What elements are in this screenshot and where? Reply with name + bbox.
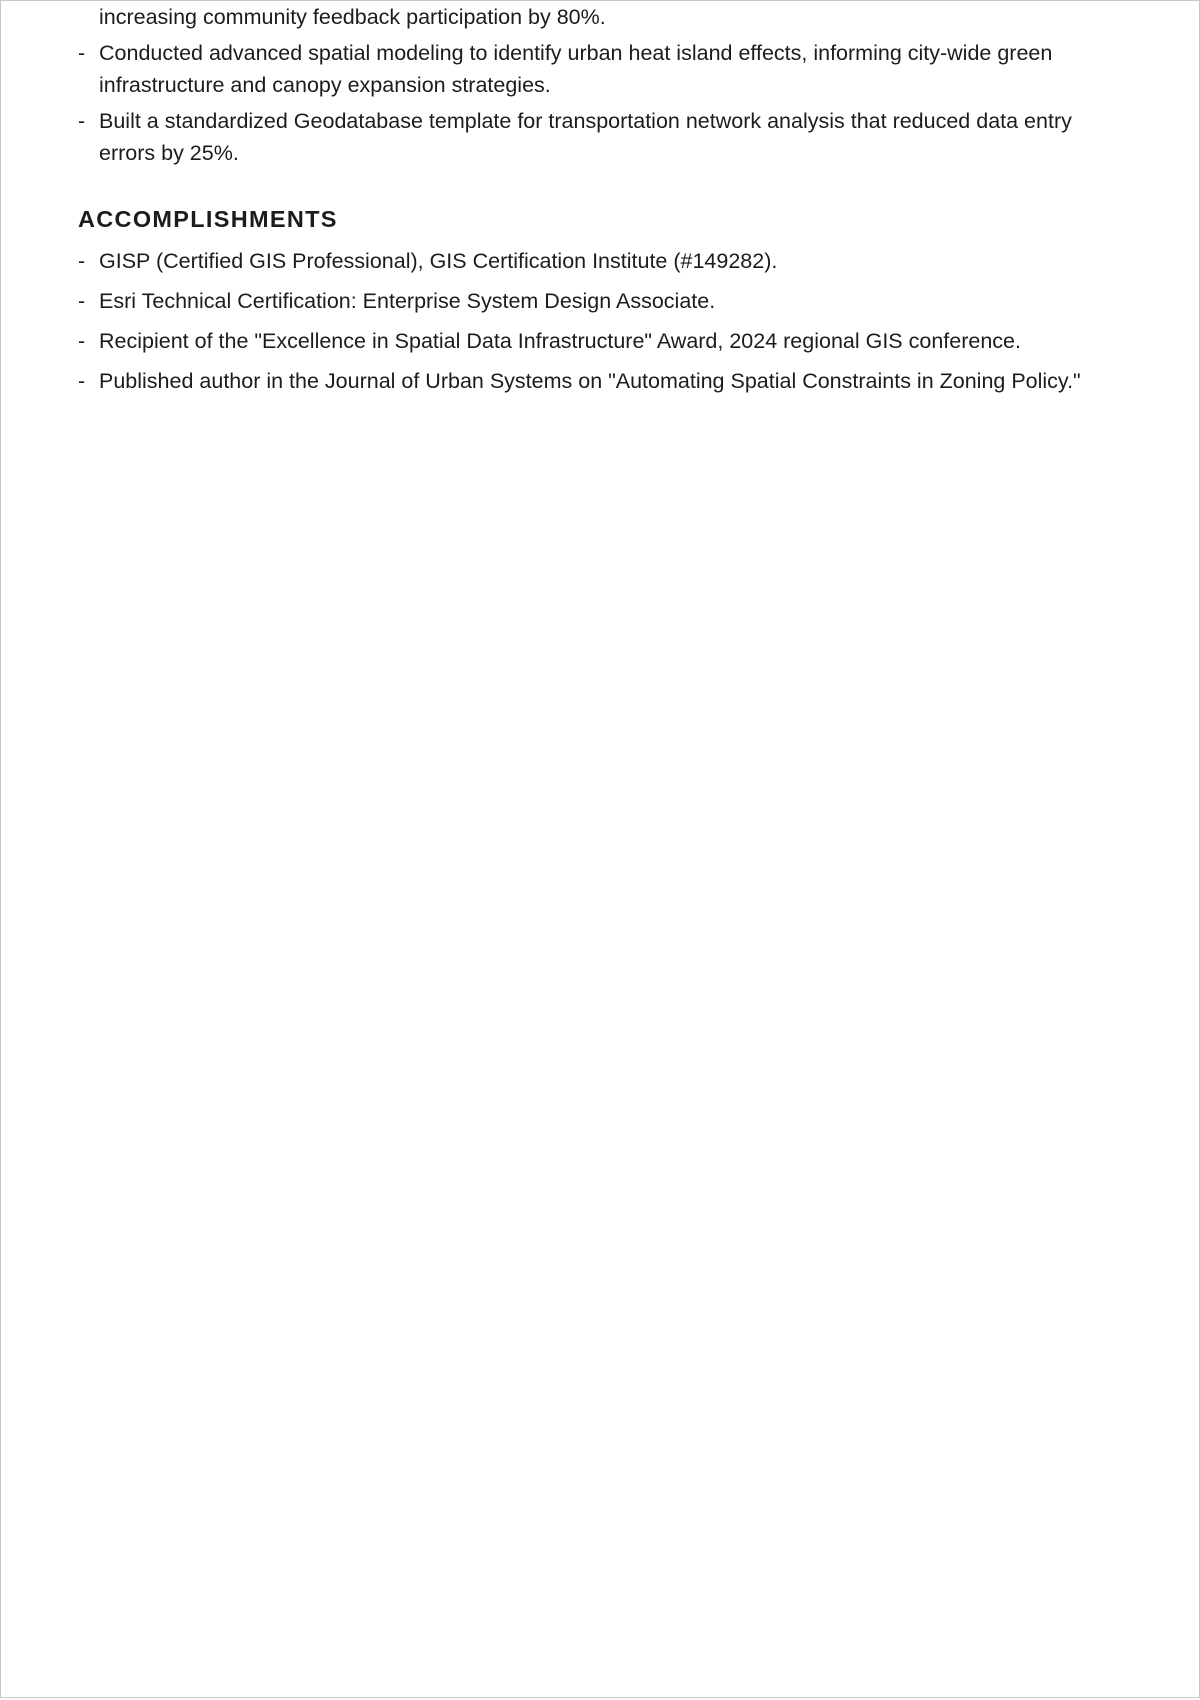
experience-bullet — [78, 105, 1128, 169]
bullet-dash: - — [78, 289, 86, 313]
accomplishment-text: Published author in the Journal of Urban Systems on "Automating Spatial Constraints in Zoning Policy." — [99, 369, 1081, 393]
bullet-dash: - — [78, 369, 86, 393]
accomplishment-item — [78, 285, 1128, 317]
accomplishment-item — [78, 325, 1128, 357]
page-content — [78, 1, 1128, 405]
accomplishment-text: Esri Technical Certification: Enterprise System Design Associate. — [99, 289, 716, 313]
bullet-dash: - — [78, 41, 86, 65]
bullet-dash: - — [78, 329, 86, 353]
accomplishments-heading: ACCOMPLISHMENTS — [78, 206, 338, 232]
experience-bullet-text: Built a standardized Geodatabase template for transportation network analysis that reduced data entry errors by 25%. — [99, 109, 1072, 165]
bullet-dash: - — [78, 109, 86, 133]
experience-bullet — [78, 37, 1128, 101]
experience-continuation-text: increasing community feedback participation by 80%. — [99, 5, 606, 29]
experience-bullet-list — [78, 37, 1128, 169]
experience-bullet-text: Conducted advanced spatial modeling to identify urban heat island effects, informing city-wide green infrastructure and canopy expansion strategies. — [99, 41, 1053, 97]
accomplishment-text: GISP (Certified GIS Professional), GIS Certification Institute (#149282). — [99, 249, 778, 273]
accomplishment-item — [78, 365, 1128, 397]
accomplishment-text: Recipient of the "Excellence in Spatial Data Infrastructure" Award, 2024 regional GIS conference. — [99, 329, 1021, 353]
bullet-dash: - — [78, 249, 86, 273]
accomplishments-list — [78, 245, 1128, 397]
accomplishment-item — [78, 245, 1128, 277]
